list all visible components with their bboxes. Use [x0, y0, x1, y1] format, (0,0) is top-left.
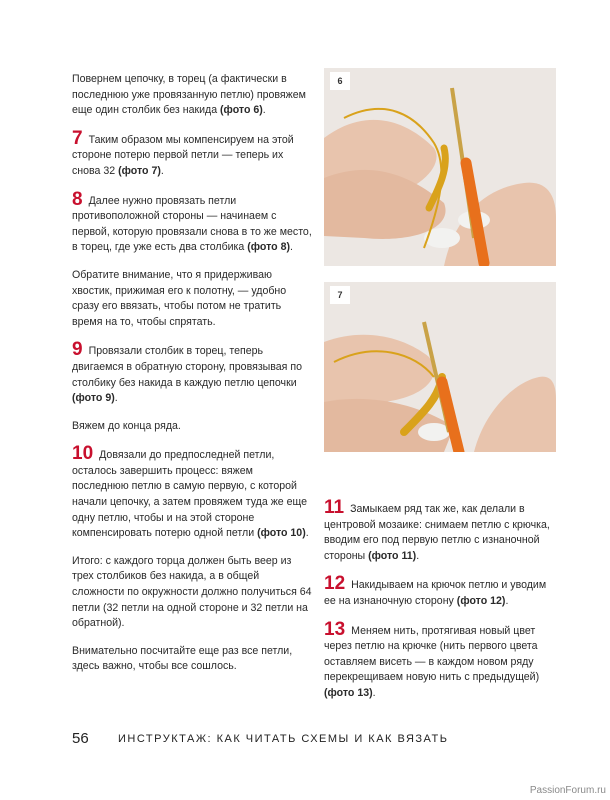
photo-6 — [324, 68, 556, 266]
photo-ref: (фото 12) — [456, 594, 506, 607]
step-9: 9 Провязали столбик в торец, теперь двигаемся в обратную сторону, провязывая по столбику без накида в каждую петлю цепочки (фото 9). — [72, 339, 302, 405]
crochet-photo-6-image — [324, 68, 556, 266]
watermark: PassionForum.ru — [529, 785, 606, 796]
step-number: 10 — [72, 443, 94, 465]
step-10: 10 Довязали до предпоследней петли, осталось завершить процесс: вяжем последнюю петлю в самую первую, с которой начали цепочку, а затем провяжем туда же еще одну петлю, чтобы и на этой стороне компенсировать потерю одной петли (фото 10). — [72, 443, 309, 540]
paragraph-intro: Повернем цепочку, в торец (а фактически в последнюю уже провязанную петлю) провяжем еще один столбик без накида (фото 6). — [72, 73, 306, 117]
crochet-photo-7-image — [324, 282, 556, 452]
photo-7 — [324, 282, 556, 452]
section-title: ИНСТРУКТАЖ: КАК ЧИТАТЬ СХЕМЫ И КАК ВЯЗАТЬ — [118, 733, 449, 745]
step-13: 13 Меняем нить, протягивая новый цвет через петлю на крючке (нить первого цвета оставляем висеть — в каждом новом ряду перекрещиваем новую нить с предыдущей) (фото 13). — [324, 618, 540, 699]
photo-label: 7 — [330, 286, 350, 304]
step-number: 8 — [72, 188, 83, 210]
photo-ref: (фото 13) — [324, 686, 373, 699]
right-column — [324, 497, 556, 714]
photo-ref: (фото 10) — [257, 527, 306, 540]
paragraph-note: Обратите внимание, что я придерживаю хвостик, прижимая его к полотну, — удобно сразу его ввязать, чтобы потом не тратить время на то, чтобы спрятать. — [72, 268, 287, 328]
photo-ref: (фото 9) — [72, 392, 115, 405]
step-number: 11 — [324, 497, 345, 518]
step-number: 7 — [72, 127, 83, 149]
page-number: 56 — [72, 730, 89, 747]
photo-ref: (фото 8) — [247, 241, 291, 254]
step-number: 9 — [72, 339, 83, 361]
step-8: 8 Далее нужно провязать петли противоположной стороны — начинаем с первой, которую провязали снова в то же место, в торец, где уже есть два столбика (фото 8). — [72, 188, 312, 254]
photo-ref: (фото 11) — [368, 549, 417, 562]
paragraph-check: Внимательно посчитайте еще раз все петли, здесь важно, чтобы все сошлось. — [72, 644, 293, 673]
photo-label: 6 — [330, 72, 350, 90]
photo-ref: (фото 6) — [220, 104, 263, 117]
step-7: 7 Таким образом мы компенсируем на этой стороне потерю первой петли — теперь их снова 32 (фото 7). — [72, 127, 294, 177]
step-number: 13 — [324, 618, 346, 640]
step-12: 12 Накидываем на крючок петлю и уводим ее на изнаночную сторону (фото 12). — [324, 573, 547, 607]
paragraph-row-end: Вяжем до конца ряда. — [72, 419, 181, 432]
step-number: 12 — [324, 573, 346, 595]
left-column — [72, 72, 312, 687]
step-11: 11 Замыкаем ряд так же, как делали в центровой мозаике: снимаем петлю с крючка, вводим его под первую петлю с изнаночной стороны (фото 11). — [324, 497, 550, 562]
photo-ref: (фото 7) — [118, 164, 161, 177]
paragraph-total: Итого: с каждого торца должен быть веер из трех столбиков без накида, а в общей сложности по окружности должно получиться 64 петли (32 петли на одной стороне и 32 петли на обратной). — [72, 554, 312, 630]
